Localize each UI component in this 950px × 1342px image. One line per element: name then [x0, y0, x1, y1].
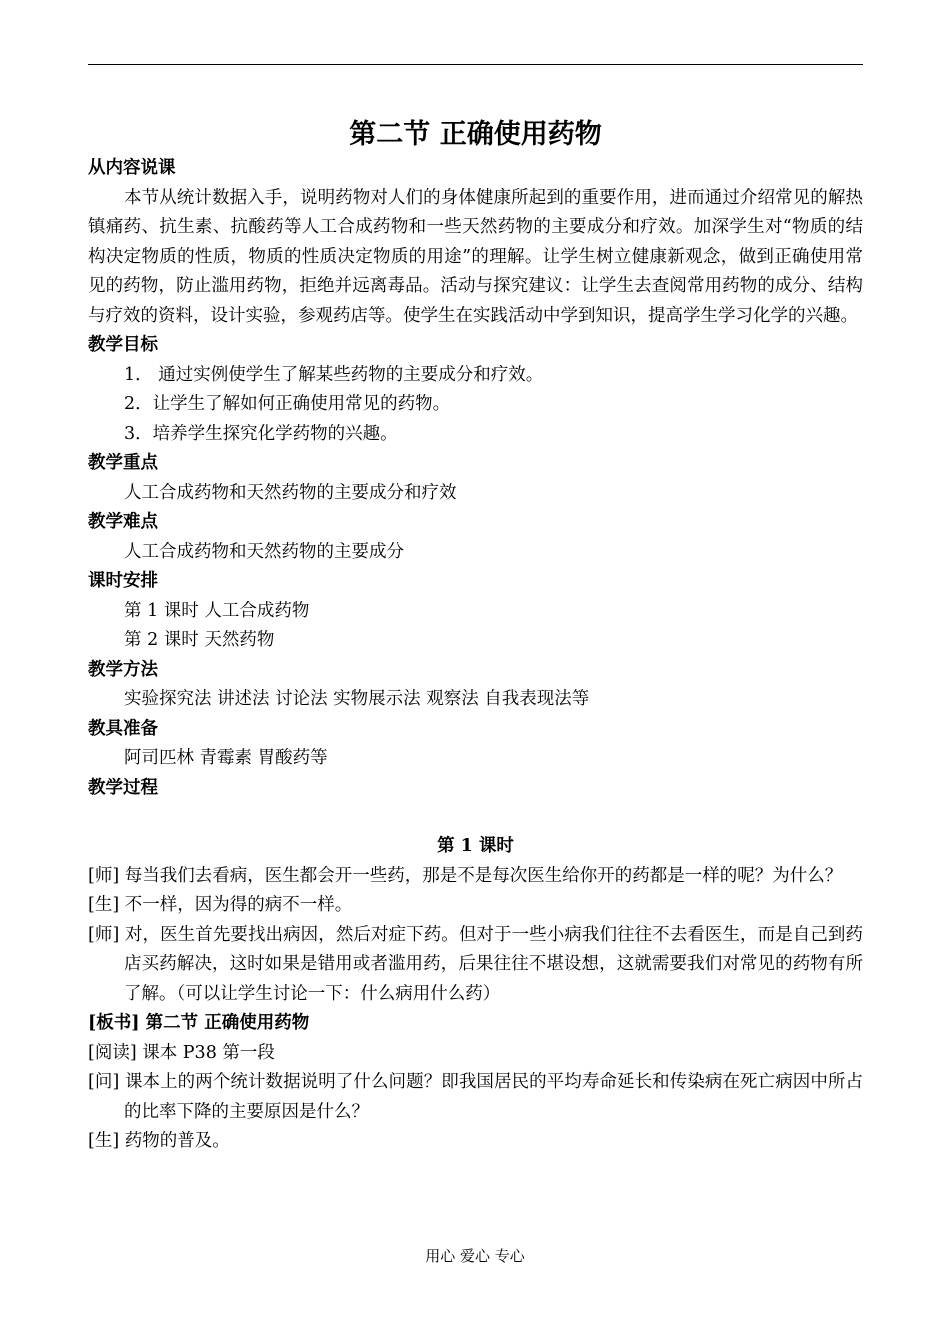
- methods-text: 实验探究法 讲述法 讨论法 实物展示法 观察法 自我表现法等: [124, 689, 590, 709]
- dialogue-line: [师] 对，医生首先要找出病因，然后对症下药。但对于一些小病我们往往不去看医生，而是自己到药店买药解决，这时如果是错用或者滥用药，后果往往不堪设想，这就需要我们对常见的药物有所了解。（可以让学生讨论一下：什么病用什么药）: [88, 924, 863, 1004]
- page-title: 第二节 正确使用药物: [349, 119, 602, 150]
- objective-item: 3．培养学生探究化学药物的兴趣。: [124, 423, 398, 444]
- dialogue-line: [生] 药物的普及。: [88, 1131, 230, 1151]
- header-rule: [88, 64, 863, 65]
- document-body: [88, 116, 863, 1157]
- heading-process: 教学过程: [88, 777, 158, 798]
- dialogue-line: [阅读] 课本 P38 第一段: [88, 1042, 275, 1063]
- spacer: [88, 803, 863, 832]
- equipment-text: 阿司匹林 青霉素 胃酸药等: [124, 748, 328, 768]
- key-points-text: 人工合成药物和天然药物的主要成分和疗效: [124, 482, 457, 503]
- dialogue-line: [师] 每当我们去看病，医生都会开一些药，那是不是每次医生给你开的药都是一样的呢？为什么？: [88, 865, 843, 886]
- board-note: [板书] 第二节 正确使用药物: [88, 1013, 310, 1033]
- heading-key-points: 教学重点: [88, 453, 158, 473]
- heading-objectives: 教学目标: [88, 335, 158, 355]
- objective-item: 1． 通过实例使学生了解某些药物的主要成分和疗效。: [124, 364, 544, 385]
- heading-methods: 教学方法: [88, 659, 158, 680]
- heading-equipment: 教具准备: [88, 718, 158, 739]
- dialogue-line: [生] 不一样，因为得的病不一样。: [88, 895, 353, 915]
- heading-difficulties: 教学难点: [88, 512, 158, 532]
- content-paragraph: 本节从统计数据入手，说明药物对人们的身体健康所起到的重要作用，进而通过介绍常见的解热镇痛药、抗生素、抗酸药等人工合成药物和一些天然药物的主要成分和疗效。加深学生对“物质的结构决定物质的性质，物质的性质决定物质的用途”的理解。让学生树立健康新观念，做到正确使用常见的药物，防止滥用药物，拒绝并远离毒品。活动与探究建议：让学生去查阅常用药物的成分、结构与疗效的资料，设计实验，参观药店等。使学生在实践活动中学到知识，提高学生学习化学的兴趣。: [88, 187, 863, 326]
- objective-item: 2．让学生了解如何正确使用常见的药物。: [124, 394, 451, 414]
- difficulties-text: 人工合成药物和天然药物的主要成分: [124, 541, 404, 562]
- page-footer: 用心 爱心 专心: [425, 1247, 525, 1265]
- schedule-item: 第 2 课时 天然药物: [124, 630, 275, 650]
- heading-schedule: 课时安排: [88, 571, 158, 591]
- dialogue-line: [问] 课本上的两个统计数据说明了什么问题？即我国居民的平均寿命延长和传染病在死亡病因中所占的比率下降的主要原因是什么？: [88, 1072, 863, 1122]
- lesson-heading: 第 1 课时: [437, 836, 514, 856]
- schedule-item: 第 1 课时 人工合成药物: [124, 600, 310, 621]
- heading-content: 从内容说课: [88, 158, 176, 178]
